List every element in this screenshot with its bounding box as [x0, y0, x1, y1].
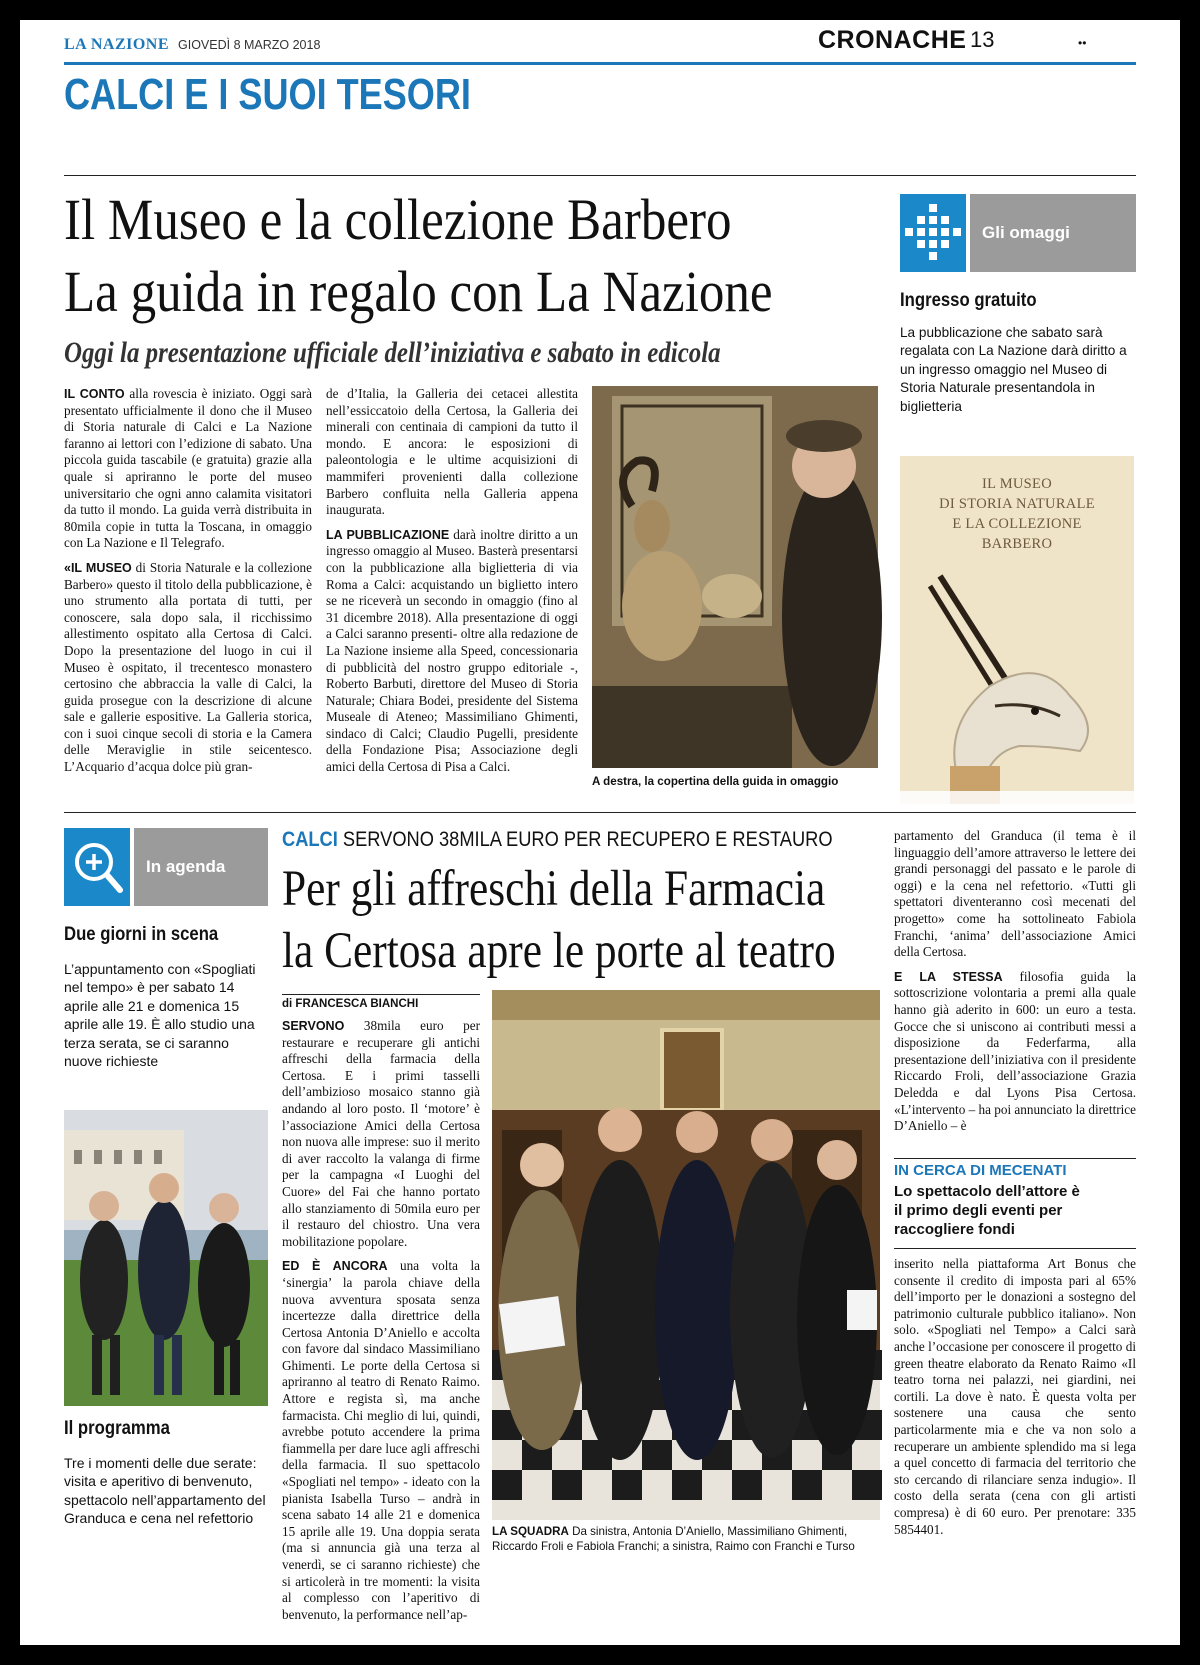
- team-photo-caption-text: Da sinistra, Antonia D’Aniello, Massimiliano Ghimenti, Riccardo Froli e Fabiola Franchi; a sinistra, Raimo con Franchi e Turso: [492, 1525, 855, 1553]
- oryx-illustration: [900, 576, 1134, 804]
- mecenati-text: Lo spettacolo dell’attore è il primo degli eventi per raccogliere fondi: [894, 1183, 1080, 1238]
- agenda-badge-label: In agenda: [134, 828, 268, 906]
- agenda-photo-illustration: [64, 1110, 268, 1406]
- article2-column3-bottom: [894, 1256, 1136, 1624]
- mecenati-kicker: IN CERCA DI MECENATI: [894, 1162, 1067, 1179]
- museum-photo: [592, 386, 878, 768]
- agenda-photo: [64, 1110, 268, 1406]
- agenda-heading2: Il programma: [64, 1418, 170, 1439]
- article2-headline-line2: la Certosa apre le porte al teatro: [282, 923, 836, 979]
- mecenati-rule: [894, 1158, 1136, 1159]
- magnifier-plus-icon: [64, 828, 130, 906]
- article2-lead1: SERVONO: [282, 1019, 345, 1033]
- article1-paragraph2: di Storia Naturale e la collezione Barbero» questo il titolo della pubblicazione, è uno strumento alla portata di tutti, per conoscere, sala dopo sala, il ricchissimo allestimento ospitato alla Certosa di Calci. Dopo la presentazione del luogo in cui il Museo è ospitato, il trecentesco monastero certosino che abbraccia la valle di Calci, la guida prosegue con la descrizione di alcune sale e gallerie espositive. La Galleria storica, con i suoi cinque secoli di storia e la Camera delle Meraviglie in stile seicentesco. L’Acquario d’acqua dolce più gran-: [64, 559, 312, 775]
- gift-icon: [900, 194, 966, 272]
- article1-paragraph3: de d’Italia, la Galleria dei cetacei allestita nell’essiccatoio della Certosa, la Galleria dei minerali con centinaia di campioni da tutto il mondo. E ancora: le esposizioni di paleontologia e le ultime acquisizioni di mammiferi provenienti dalla collezione Barbero confluita nella Galleria appena inaugurata.: [326, 386, 578, 518]
- article2-paragraph1: 38mila euro per restaurare e recuperare gli antichi affreschi della farmacia della Certosa. E i primi tasselli dell’ambizioso mosaico stanno già andando al loro posto. Il ‘motore’ è l’associazione Amici della Certosa non nuova alle imprese: suo il merito di aver raccolto la valanga di firme per la campagna «I Luoghi del Cuore» del Fai che hanno portato allo stanziamento di 50mila euro per il restauro del chiostro. Una vera mobilitazione popolare.: [282, 1018, 480, 1249]
- newspaper-page: [20, 20, 1180, 1645]
- article2-kicker-text: SERVONO 38MILA EURO PER RECUPERO E RESTAURO: [337, 828, 833, 851]
- article2-paragraph5: inserito nella piattaforma Art Bonus che consente il credito di imposta pari al 65% dell’importo per le donazioni a sostegno del patrimonio culturale pubblico italiano». Non solo. «Spogliati nel Tempo» a Calci sarà anche l’occasione per conoscere il progetto di green theatre elaborato da Renato Raimo «Il teatro torna nei palazzi, nei giardini, nei cortili. La dove è nato. È questa volta per sostenere una causa che sento particolarmente mia e che va non solo a recuperare un ambiente splendido ma si lega a quel concetto di farmacia del territorio che sto cercando di rilanciare senza indugio». Il costo della serata (cena con gli artisti compresa) è di 60 euro. Per prenotare: 335 5854401.: [894, 1256, 1136, 1537]
- agenda-text1: L’appuntamento con «Spogliati nel tempo» è per sabato 14 aprile alle 21 e domenica 15 aprile alle 19. È allo studio una terza serata, se ci saranno nuove richieste: [64, 961, 256, 1070]
- agenda-text2: Tre i momenti delle due serate: visita e aperitivo di benvenuto, spettacolo nell’appartamento del Granduca e cena nel refettorio: [64, 1455, 266, 1527]
- mecenati-rule-bottom: [894, 1248, 1136, 1249]
- article2-column3-top: [894, 828, 1136, 1154]
- article2-kicker: [282, 828, 833, 852]
- article2-paragraph2: una volta la ‘sinergia’ la parola chiave della nuova avventura sposata senza incertezze dalla direttrice della Certosa Antonia D’Aniello e accolta con favore dal sindaco Massimiliano Ghimenti. Le porte della Certosa si apriranno al teatro di Renato Raimo. Attore e regista sì, ma anche farmacista. Chi meglio di lui, quindi, avrebbe potuto accendere la prima fiammella per dare luce agli affreschi della farmacia. Il suo spettacolo «Spogliati nel tempo» - ideato con la pianista Isabella Turso – andrà in scena sabato 14 alle 21 e domenica 15 aprile alle 19. Una doppia serata (ma si annuncia già una terza al venerdì, se ci saranno richieste) che si articolerà in tre momenti: la visita al complesso con l’aperitivo di benvenuto, la performance nell’ap-: [282, 1258, 480, 1622]
- article2-lead3: E LA STESSA: [894, 969, 1003, 984]
- article1-lead1: IL CONTO: [64, 387, 125, 401]
- page-number: 13: [970, 27, 995, 52]
- article2-headline-line1: Per gli affreschi della Farmacia: [282, 861, 826, 917]
- museum-photo-caption-text: A destra, la copertina della guida in omaggio: [592, 775, 839, 788]
- team-photo: [492, 990, 880, 1520]
- sidebar-omaggi-text: La pubblicazione che sabato sarà regalata con La Nazione darà diritto a un ingresso omaggio nel Museo di Storia Naturale presentandola in biglietteria: [900, 325, 1127, 414]
- article2-paragraph4: filosofia guida la sottoscrizione volontaria a premi alla quale hanno già aderito in 600: un euro a testa. Gocce che si uniscono ai contributi messi a disposizione da Federfarma, alla presentazione dell’iniziativa con il presidente Riccardo Froli, dell’associazione Grazia Deledda e dal Lyons Pisa Certosa. «L’intervento – ha poi annunciato la direttrice D’Aniello – è: [894, 968, 1137, 1134]
- article2-lead2: ED È ANCORA: [282, 1259, 388, 1274]
- article1-lead2: «IL MUSEO: [64, 560, 132, 575]
- team-photo-illustration: [492, 990, 880, 1520]
- agenda-badge-icon-box: [64, 828, 130, 906]
- paper-name: LA NAZIONE: [64, 36, 170, 53]
- sidebar-omaggi-heading: Ingresso gratuito: [900, 290, 1037, 311]
- museum-photo-caption: [592, 774, 878, 789]
- byline-rule: [282, 994, 480, 995]
- guide-cover-line2: DI STORIA NATURALE: [939, 496, 1095, 512]
- masthead-rule: [64, 62, 1136, 65]
- article2-column1: [282, 1018, 480, 1622]
- guide-cover-line1: IL MUSEO: [982, 476, 1052, 492]
- article1-lead3: LA PUBBLICAZIONE: [326, 527, 450, 542]
- guide-cover-line4: BARBERO: [981, 536, 1053, 552]
- article1-headline-line2: La guida in regalo con La Nazione: [64, 259, 773, 324]
- article1-headline-line1: Il Museo e la collezione Barbero: [64, 187, 732, 252]
- page-dots: ••: [1078, 36, 1087, 50]
- team-photo-caption: [492, 1524, 880, 1554]
- topic-header: CALCI E I SUOI TESORI: [64, 70, 471, 119]
- gift-badge-label: Gli omaggi: [970, 194, 1136, 272]
- article2-paragraph3: partamento del Granduca (il tema è il linguaggio dell’amore attraverso le lettere dei grandi personaggi del passato e le parole di oggi) e la cena nel refettorio. «Tutti gli spettatori diventeranno così mecenati del progetto» come ha sottolineato Fabiola Franchi, ‘anima’ dell’associazione Amici della Certosa.: [894, 828, 1136, 960]
- gift-badge-icon-box: [900, 194, 966, 272]
- article2-kicker-place: CALCI: [282, 828, 338, 851]
- article1-paragraph1: alla rovescia è iniziato. Oggi sarà presentato ufficialmente il dono che il Museo di Storia naturale di Calci e La Nazione faranno ai lettori con l’edizione di sabato. Una piccola guida tascabile (e gratuita) grazie alla quale si apriranno le porte del museo universitario che ogni anno calamita visitatori da tutto il mondo. La guida verrà distribuita in 80mila copie in tutta la Toscana, in omaggio con La Nazione e Il Telegrafo.: [64, 386, 313, 551]
- section-name: CRONACHE: [818, 26, 967, 54]
- article1-paragraph4: darà inoltre diritto a un ingresso omaggio al Museo. Basterà presentarsi con la pubblicazione alla biglietteria di via Roma a Calci: acquistando un biglietto intero se ne riceverà un secondo in omaggio (fino al 31 dicembre 2018). Alla presentazione di oggi a Calci saranno presenti- oltre alla redazione de La Nazione insieme alla Speed, concessionaria di pubblicità del nostro gruppo editoriale -, Roberto Barbuti, direttore del Museo di Storia Naturale; Chiara Bodei, presidente del Sistema Museale di Ateneo; Massimiliano Ghimenti, sindaco di Calci; Claudio Pugelli, presidente della Fondazione Pisa; Associazione degli amici della Certosa di Pisa a Calci.: [326, 526, 578, 775]
- article1-column2: [326, 386, 578, 802]
- team-photo-caption-lead: LA SQUADRA: [492, 1525, 569, 1538]
- section-divider: [64, 175, 1136, 176]
- lower-section-divider: [64, 812, 1136, 813]
- guide-cover: [900, 456, 1134, 804]
- agenda-heading1: Due giorni in scena: [64, 924, 219, 945]
- museum-photo-illustration: [592, 386, 878, 768]
- issue-date: GIOVEDÌ 8 MARZO 2018: [178, 38, 321, 52]
- article1-column1: [64, 386, 312, 791]
- guide-cover-title: [900, 474, 1134, 554]
- article2-byline: di FRANCESCA BIANCHI: [282, 998, 419, 1010]
- article1-subheadline: Oggi la presentazione ufficiale dell’iniziativa e sabato in edicola: [64, 336, 721, 369]
- guide-cover-line3: E LA COLLEZIONE: [952, 516, 1082, 532]
